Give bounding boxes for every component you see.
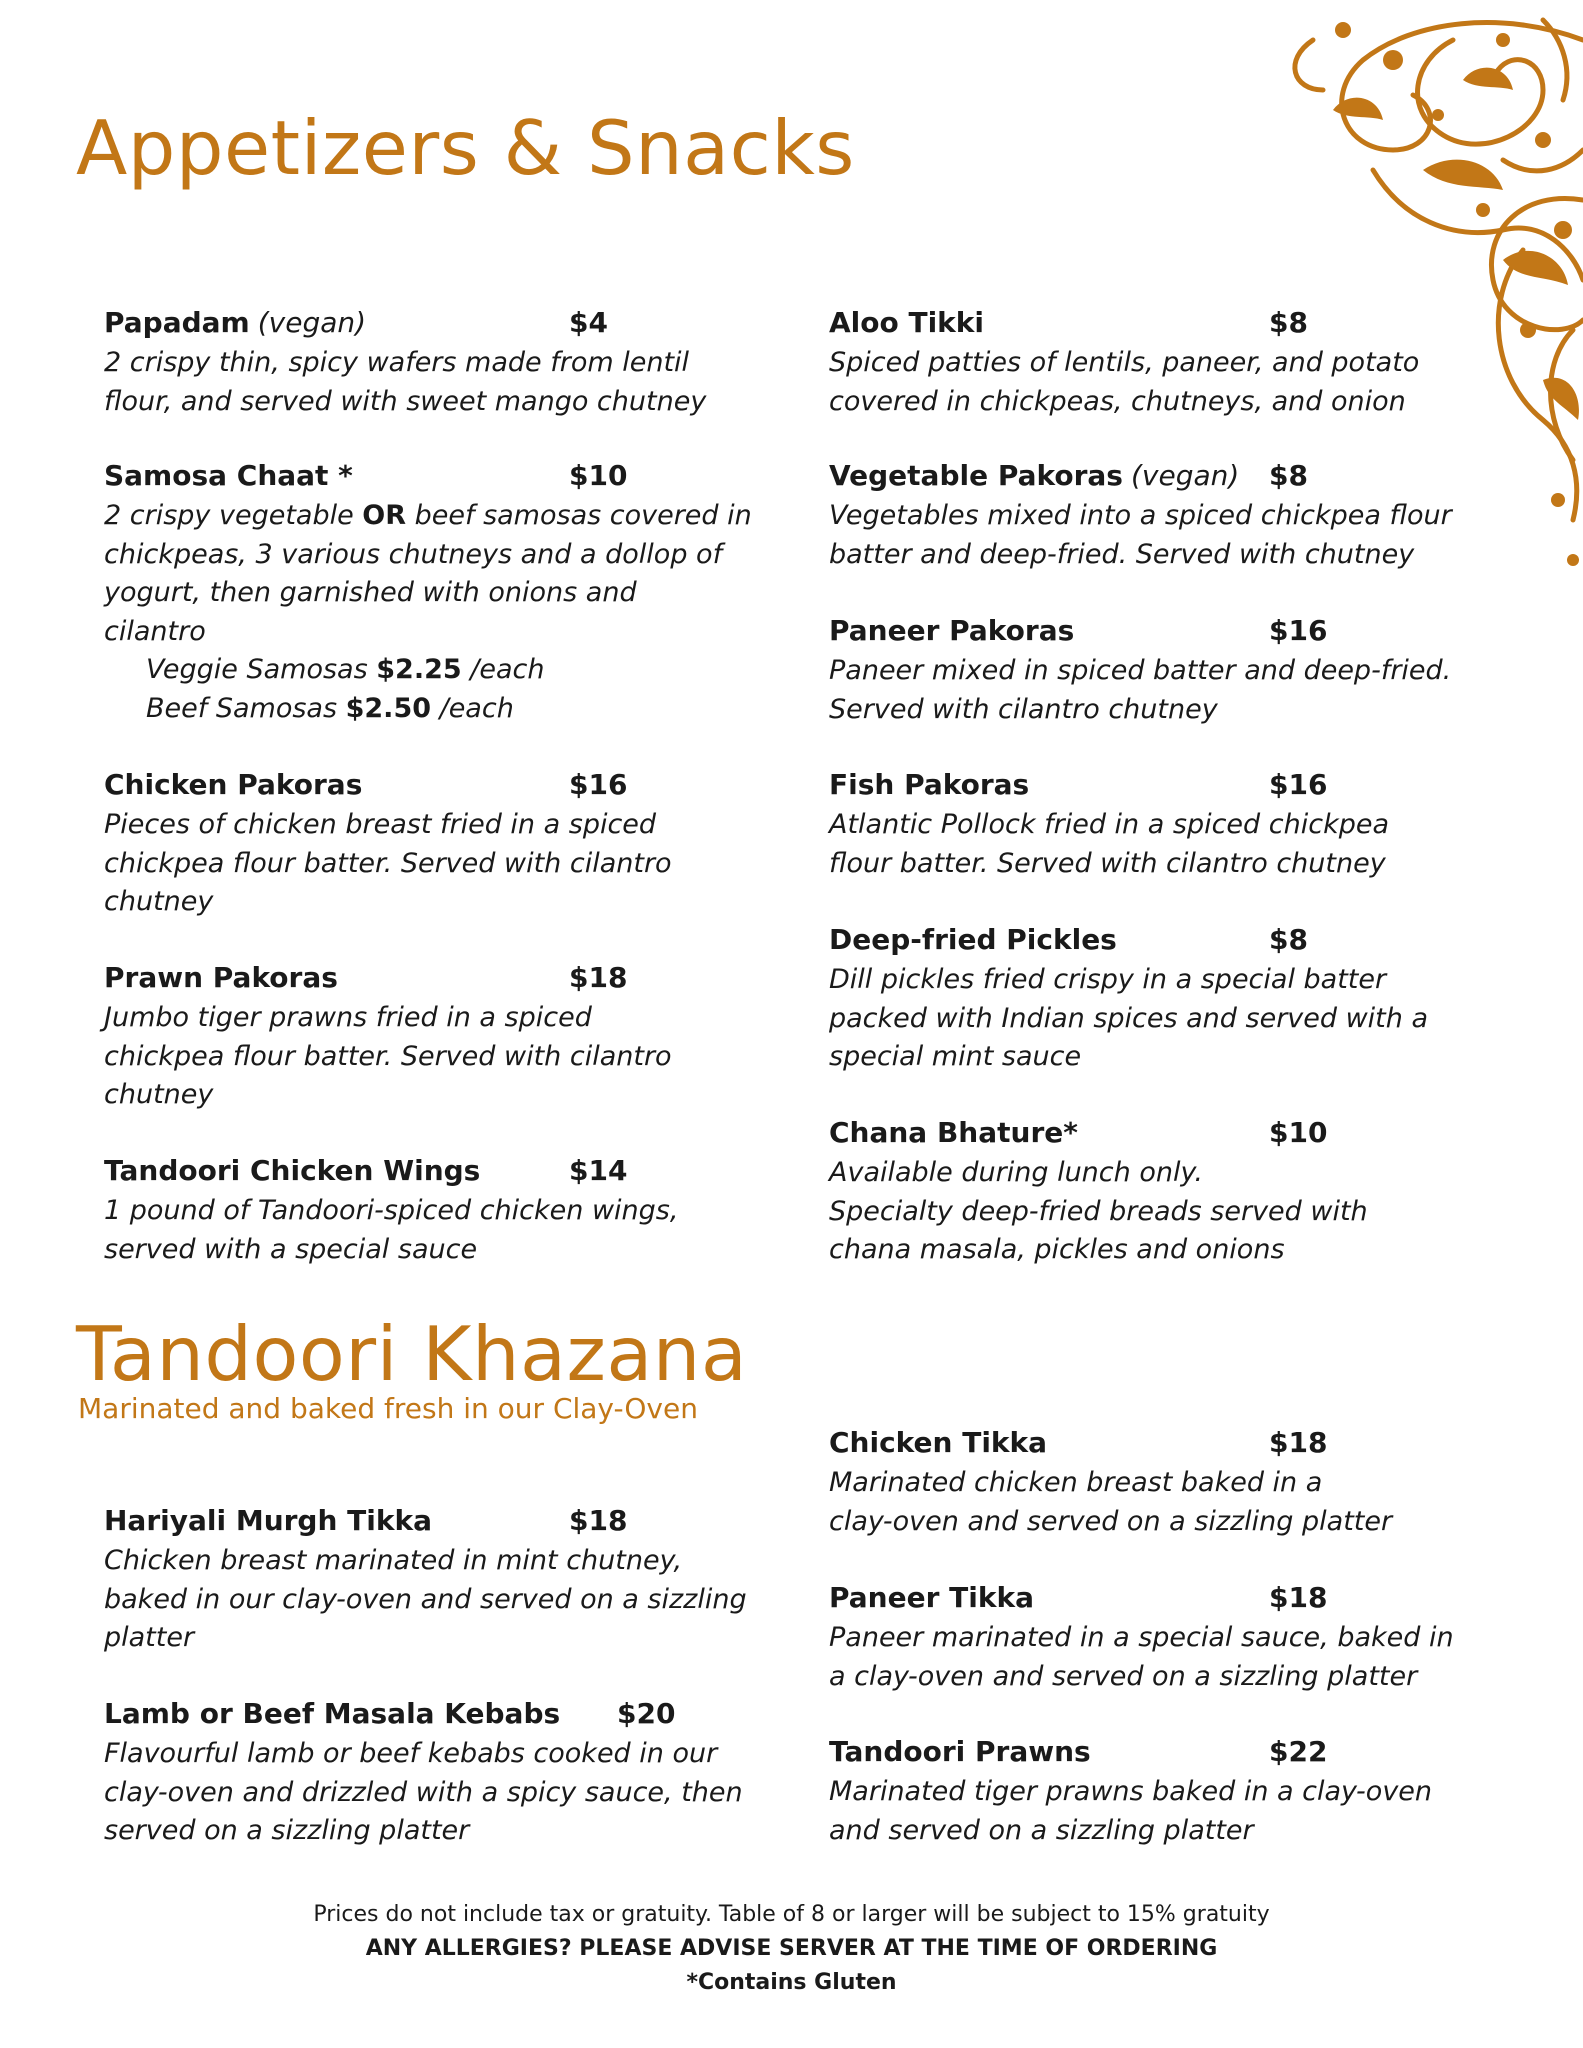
item-price: $10 [569, 459, 628, 492]
menu-item-chana-bhature [829, 1116, 1489, 1270]
menu-item-tandoori-prawns [829, 1735, 1489, 1850]
footer-gluten-note: *Contains Gluten [686, 1970, 897, 1995]
item-name: Chana Bhature* [829, 1116, 1078, 1149]
item-description: Paneer mixed in spiced batter and deep-fried. Served with cilantro chutney [829, 655, 1452, 725]
item-name: Prawn Pakoras [104, 961, 338, 994]
item-name: Fish Pakoras [829, 768, 1030, 801]
item-price: $8 [1269, 923, 1308, 956]
item-price: $22 [1269, 1735, 1328, 1768]
item-price: $16 [1269, 614, 1328, 647]
menu-item-deep-fried-pickles [829, 923, 1489, 1077]
item-description: Available during lunch only. Specialty deep-fried breads served with chana masala, pickles and onions [829, 1157, 1368, 1265]
item-description: Marinated chicken breast baked in a clay-oven and served on a sizzling platter [829, 1467, 1393, 1537]
item-name: Lamb or Beef Masala Kebabs [104, 1697, 561, 1730]
menu-item-samosa-chaat [104, 459, 764, 728]
menu-item-aloo-tikki [829, 306, 1489, 421]
item-description: Spiced patties of lentils, paneer, and potato covered in chickpeas, chutneys, and onion [829, 347, 1420, 417]
item-name: Tandoori Chicken Wings [104, 1154, 481, 1187]
item-description: Pieces of chicken breast fried in a spiced chickpea flour batter. Served with cilantro chutney [104, 809, 672, 917]
item-price: $20 [617, 1697, 676, 1730]
menu-item-paneer-tikka [829, 1581, 1489, 1696]
item-name: Vegetable Pakoras [829, 459, 1123, 492]
item-name: Hariyali Murgh Tikka [104, 1504, 432, 1537]
item-price: $18 [1269, 1581, 1328, 1614]
item-tag: (vegan) [257, 306, 367, 339]
item-description: Atlantic Pollock fried in a spiced chickpea flour batter. Served with cilantro chutney [829, 809, 1389, 879]
item-name: Paneer Pakoras [829, 614, 1075, 647]
item-price: $18 [1269, 1426, 1328, 1459]
menu-item-papadam [104, 306, 764, 421]
item-description: 1 pound of Tandoori-spiced chicken wings, served with a special sauce [104, 1195, 679, 1265]
appetizers-title: Appetizers & Snacks [76, 104, 855, 192]
item-tag: (vegan) [1130, 459, 1240, 492]
item-price: $18 [569, 1504, 628, 1537]
menu-item-lamb-beef-masala-kebabs [104, 1697, 764, 1851]
item-price: $10 [1269, 1116, 1328, 1149]
item-description: Dill pickles fried crispy in a special batter packed with Indian spices and served with a special mint sauce [829, 964, 1429, 1072]
item-name: Chicken Tikka [829, 1426, 1048, 1459]
menu-item-fish-pakoras [829, 768, 1489, 883]
item-name: Deep-fried Pickles [829, 923, 1117, 956]
item-description: 2 crispy vegetable OR beef samosas covered in chickpeas, 3 various chutneys and a dollop of yogurt, then garnished with onions and cilantro [104, 500, 752, 647]
item-price: $8 [1269, 306, 1308, 339]
item-price: $4 [569, 306, 608, 339]
samosa-extra-veggie: Veggie Samosas $2.25 /each [146, 654, 545, 685]
tandoori-title: Tandoori Khazana [76, 1310, 748, 1398]
menu-item-chicken-tikka [829, 1426, 1489, 1541]
menu-item-tandoori-chicken-wings [104, 1154, 764, 1269]
menu-item-prawn-pakoras [104, 961, 764, 1115]
item-name: Tandoori Prawns [829, 1735, 1091, 1768]
item-name: Paneer Tikka [829, 1581, 1034, 1614]
item-name: Chicken Pakoras [104, 768, 363, 801]
menu-item-chicken-pakoras [104, 768, 764, 922]
item-description: Marinated tiger prawns baked in a clay-oven and served on a sizzling platter [829, 1776, 1433, 1846]
item-name: Aloo Tikki [829, 306, 985, 339]
item-description: Chicken breast marinated in mint chutney, baked in our clay-oven and served on a sizzling platter [104, 1545, 747, 1653]
item-description: Vegetables mixed into a spiced chickpea flour batter and deep-fried. Served with chutney [829, 500, 1452, 570]
menu-item-hariyali-murgh-tikka [104, 1504, 764, 1658]
item-description: 2 crispy thin, spicy wafers made from lentil flour, and served with sweet mango chutney [104, 347, 707, 417]
footer-pricing-note: Prices do not include tax or gratuity. Table of 8 or larger will be subject to 15% gratuity [313, 1902, 1270, 1927]
item-price: $16 [1269, 768, 1328, 801]
samosa-extra-beef: Beef Samosas $2.50 /each [146, 692, 514, 724]
item-price: $18 [569, 961, 628, 994]
tandoori-subtitle: Marinated and baked fresh in our Clay-Oven [78, 1392, 698, 1425]
footer-allergy-note: ANY ALLERGIES? PLEASE ADVISE SERVER AT THE TIME OF ORDERING [365, 1936, 1218, 1961]
item-description: Paneer marinated in a special sauce, baked in a clay-oven and served on a sizzling platter [829, 1622, 1454, 1692]
menu-footer [0, 1898, 1583, 2000]
item-name: Samosa Chaat * [104, 459, 353, 492]
item-name: Papadam [104, 306, 250, 339]
item-price: $14 [569, 1154, 628, 1187]
menu-item-vegetable-pakoras [829, 459, 1489, 574]
item-description: Flavourful lamb or beef kebabs cooked in our clay-oven and drizzled with a spicy sauce, then served on a sizzling platter [104, 1738, 743, 1846]
menu-item-paneer-pakoras [829, 614, 1489, 729]
item-price: $8 [1269, 459, 1308, 492]
item-price: $16 [569, 768, 628, 801]
item-description: Jumbo tiger prawns fried in a spiced chickpea flour batter. Served with cilantro chutney [104, 1002, 672, 1110]
